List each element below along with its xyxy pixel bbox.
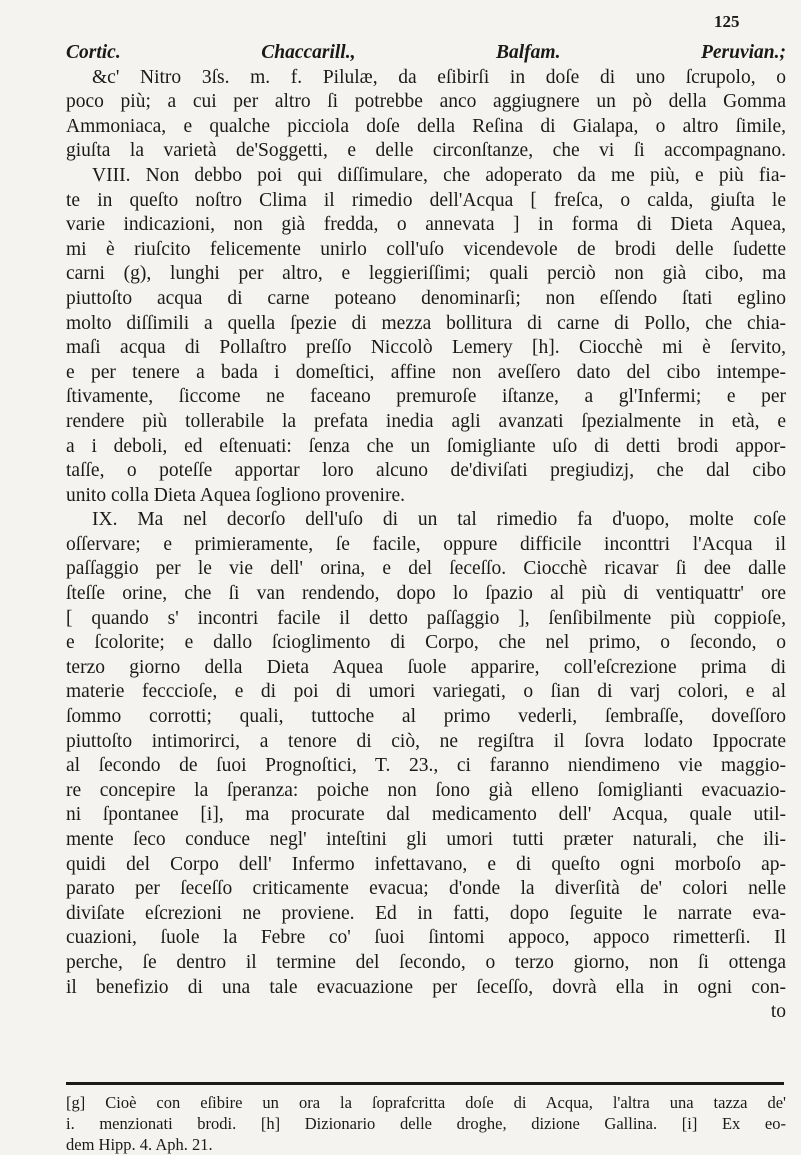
text-line: IX. Ma nel decorſo dell'uſo di un tal rimedio fa d'uopo, molte coſe (92, 509, 786, 531)
text-line: ſteſſe orine, che ſi van rendendo, dopo lo ſpazio al più di ventiquattr' ore (66, 583, 786, 605)
text-line: taſſe, o poteſſe apportar loro alcuno de'diviſati pregiudizj, che dal cibo (66, 460, 786, 482)
text-line: parato per ſeceſſo criticamente evacua; d'onde la diverſità de' colori nelle (66, 878, 786, 900)
text-line: diviſate eſcrezioni ne proviene. Ed in fatti, dopo ſeguite le narrate eva- (66, 902, 786, 924)
text-line: &c' Nitro 3ſs. m. f. Pilulæ, da eſibirſi in doſe di uno ſcrupolo, o (92, 66, 786, 88)
text-line: varie indicazioni, non già fredda, o annevata ] in forma di Dieta Aquea, (66, 214, 786, 236)
text-line: oſſervare; e primieramente, ſe facile, oppure difficile inconttri l'Acqua il (66, 533, 786, 555)
text-line: [ quando s' incontri facile il detto paſſaggio ], ſenſibilmente più coppioſe, (66, 607, 786, 629)
text-line: e ſcolorite; e dallo ſcioglimento di Corpo, che nel primo, o ſecondo, o (66, 632, 786, 654)
text-line: piuttoſto acqua di carne poteano denominarſi; non eſſendo ſtati eglino (66, 287, 786, 309)
text-line: poco più; a cui per altro ſi potrebbe anco aggiugnere un pò della Gomma (66, 91, 786, 113)
text-line: molto diſſimili a quella ſpezie di mezza bollitura di carne di Pollo, che chia- (66, 312, 786, 334)
page-number: 125 (714, 12, 740, 31)
text-line: giuſta la varietà de'Soggetti, e delle circonſtanze, che vi ſi accompagnano. (66, 140, 786, 162)
footnote-line: i. menzionati brodi. [h] Dizionario delle droghe, dizione Gallina. [i] Ex eo- (66, 1114, 786, 1133)
text-line: unito colla Dieta Aquea ſogliono provenire. (66, 484, 405, 506)
text-line: VIII. Non debbo poi qui diſſimulare, che adoperato da me più, e più fia- (92, 164, 786, 186)
text-line: al ſecondo de ſuoi Prognoſtici, T. 23., ci faranno niendimeno vie maggio- (66, 755, 786, 777)
text-line: terzo giorno della Dieta Aquea ſuole apparire, coll'eſcrezione prima di (66, 656, 786, 678)
text-line: piuttoſto intimorirci, a tenore di ciò, ne regiſtra il ſovra lodato Ippocrate (66, 730, 786, 752)
text-line: e per tenere a bada i domeſtici, affine non aveſſero dato del cibo intempe- (66, 361, 786, 383)
text-line: ni ſpontanee [i], ma procurate dal medicamento dell' Acqua, quale util- (66, 804, 786, 826)
text-line: carni (g), lunghi per altro, e leggieriſſimi; quali perciò non già cibo, ma (66, 263, 786, 285)
text-line: il benefizio di una tale evacuazione per ſeceſſo, dovrà ella in ogni con- (66, 976, 786, 998)
text-line: maſi acqua di Pollaſtro preſſo Niccolò Lemery [h]. Ciocchè mi è ſervito, (66, 337, 786, 359)
text-line: ſommo corrotti; quali, tuttoche al primo vederli, ſembraſſe, doveſſoro (66, 706, 786, 728)
text-line: te in queſto noſtro Clima il rimedio dell'Acqua [ freſca, o calda, giuſta le (66, 189, 786, 211)
footnote-line: [g] Cioè con eſibire un ora la ſoprafcritta doſe di Acqua, l'altra una tazza de' (66, 1093, 786, 1112)
text-line: materie fecccioſe, e di poi di umori variegati, o ſian di varj colori, e al (66, 681, 786, 703)
text-line: re concepire la ſperanza: poiche non ſono già elleno ſomiglianti evacuazio- (66, 779, 786, 801)
text-line: quidi del Corpo dell' Infermo infettavano, e di queſto ogni morboſo ap- (66, 853, 786, 875)
text-line: a i deboli, ed eſtenuati: ſenza che un ſomigliante uſo di detti brodi appor- (66, 435, 786, 457)
footnotes (66, 1092, 786, 1155)
text-line: Cortic. Chaccarill., Balfam. Peruvian.; (66, 42, 786, 63)
text-line: rendere più tollerabile la prefata inedia agli avanzati ſpezialmente in età, e (66, 410, 786, 432)
text-line: cuazioni, ſuole la Febre co' ſuoi ſintomi appoco, appoco rimetterſi. Il (66, 927, 786, 949)
body-text (66, 41, 786, 1025)
text-line: mente ſeco conduce negl' inteſtini gli umori tutti præter naturali, che ili- (66, 829, 786, 850)
footnote-line: dem Hipp. 4. Aph. 21. (66, 1135, 213, 1154)
text-line: paſſaggio per le vie dell' orina, e del ſeceſſo. Ciocchè ricavar ſi dee dalle (66, 558, 786, 580)
text-line: mi è riuſcito felicemente unirlo coll'uſo vicendevole de brodi delle ſudette (66, 238, 786, 260)
footnote-divider (66, 1082, 784, 1085)
text-line: Ammoniaca, e qualche picciola doſe della Reſina di Gialapa, o altro ſimile, (66, 115, 786, 137)
catchword: to (770, 1001, 786, 1023)
text-line: ſtivamente, ſiccome ne faceano premuroſe iſtanze, a gl'Infermi; e per (66, 386, 786, 408)
text-line: perche, ſe dentro il termine del ſecondo, o terzo giorno, non ſi ottenga (66, 951, 786, 973)
